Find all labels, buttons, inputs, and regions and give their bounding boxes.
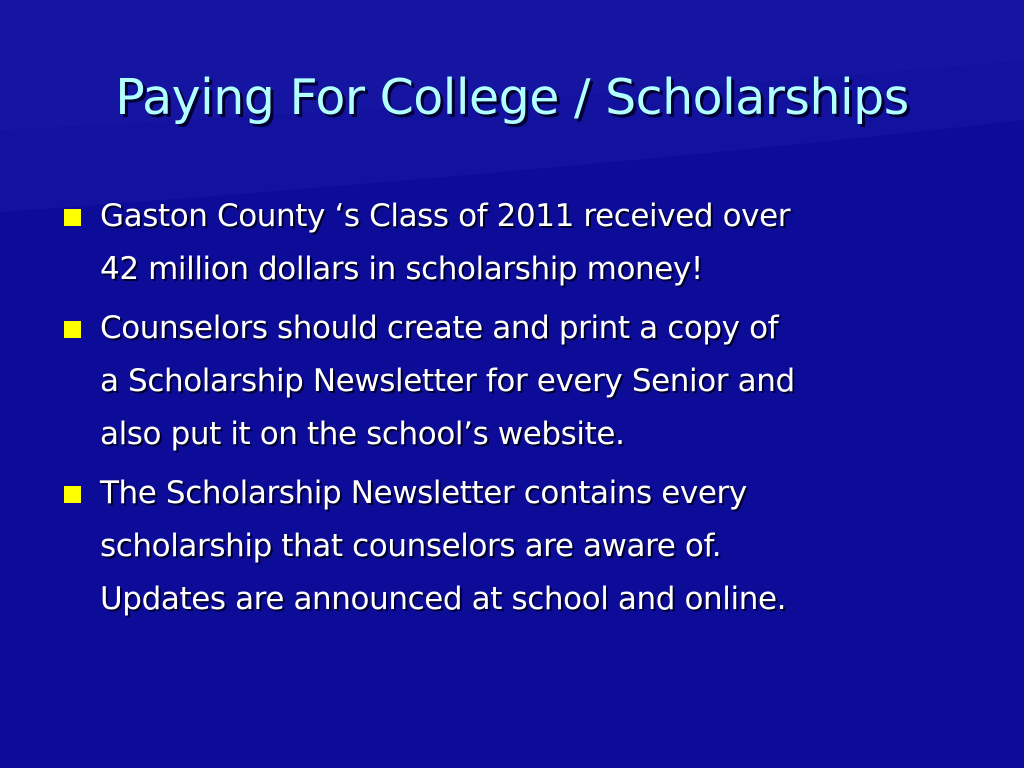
yellow-square-bullet-icon	[64, 321, 81, 338]
bullet-list	[62, 190, 992, 632]
bullet-line: The Scholarship Newsletter contains every	[100, 475, 747, 511]
bullet-item	[62, 190, 992, 296]
yellow-square-bullet-icon	[64, 209, 81, 226]
bullet-line: Updates are announced at school and online.	[100, 581, 787, 617]
slide-title: Paying For College / Scholarships	[115, 69, 909, 126]
bullet-line: Gaston County ‘s Class of 2011 received over	[100, 198, 791, 234]
bullet-item	[62, 302, 992, 461]
yellow-square-bullet-icon	[64, 486, 81, 503]
bullet-line: 42 million dollars in scholarship money!	[100, 251, 703, 287]
bullet-line: a Scholarship Newsletter for every Senior and	[100, 363, 795, 399]
bullet-line: scholarship that counselors are aware of.	[100, 528, 722, 564]
bullet-line: Counselors should create and print a copy of	[100, 310, 779, 346]
bullet-line: also put it on the school’s website.	[100, 416, 625, 452]
bullet-item	[62, 467, 992, 626]
